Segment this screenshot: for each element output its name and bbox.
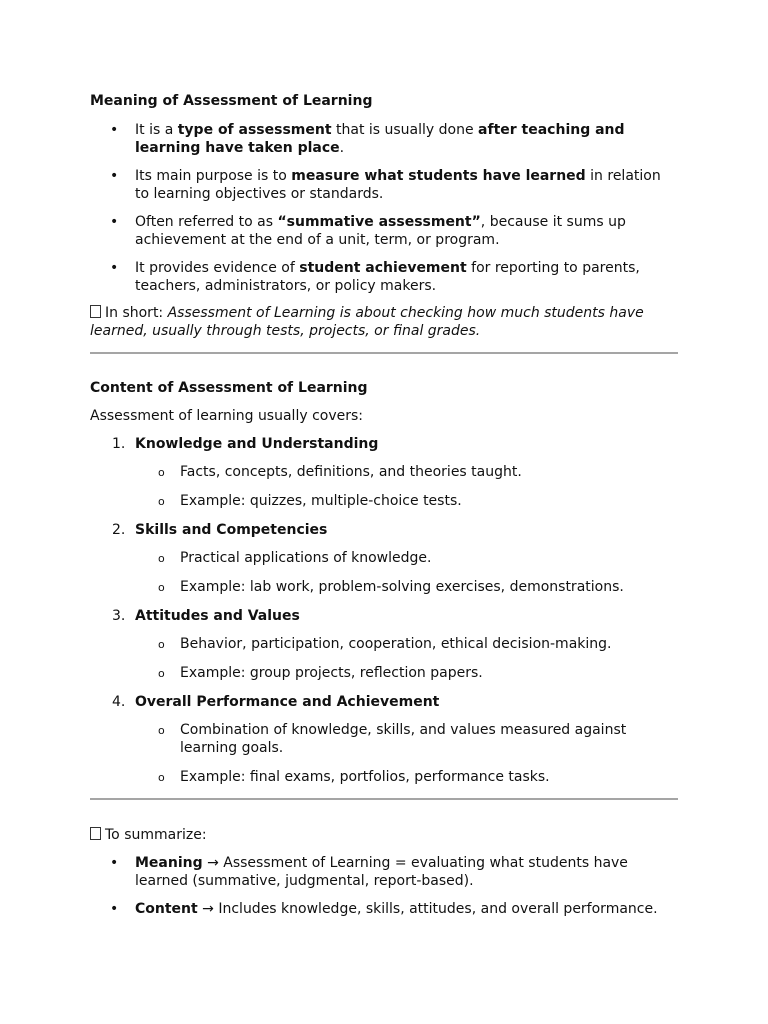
document-body xyxy=(90,91,678,918)
content-sub-item: o Example: group projects, reflection papers. xyxy=(90,664,678,682)
content-item-title: 1. Knowledge and Understanding xyxy=(112,436,379,452)
in-short-summary: In short: Assessment of Learning is about checking how much students have learned, usually through tests, projects, or final grades. xyxy=(90,305,644,339)
content-item xyxy=(90,693,678,786)
content-sub-item: o Behavior, participation, cooperation, ethical decision-making. xyxy=(90,635,678,653)
content-item xyxy=(90,435,678,510)
content-item-title: 2. Skills and Competencies xyxy=(112,522,328,538)
meaning-bullet: • It provides evidence of student achievement for reporting to parents, teachers, administrators, or policy makers. xyxy=(90,259,678,295)
section-heading-content: Content of Assessment of Learning xyxy=(90,380,368,396)
content-sub-list xyxy=(90,721,678,786)
section-divider xyxy=(90,798,678,800)
content-sub-list xyxy=(90,549,678,596)
summary-bullet-list xyxy=(90,854,678,918)
content-sub-item: o Practical applications of knowledge. xyxy=(90,549,678,567)
content-item xyxy=(90,607,678,682)
missing-glyph-icon xyxy=(90,305,101,318)
content-sub-item: o Example: lab work, problem-solving exercises, demonstrations. xyxy=(90,578,678,596)
content-intro: Assessment of learning usually covers: xyxy=(90,408,363,424)
content-numbered-list xyxy=(90,435,678,786)
section-divider xyxy=(90,352,678,354)
content-item-title: 3. Attitudes and Values xyxy=(112,608,300,624)
section-heading-meaning: Meaning of Assessment of Learning xyxy=(90,93,373,109)
meaning-bullet: • Often referred to as “summative assessment”, because it sums up achievement at the end of a unit, term, or program. xyxy=(90,213,678,249)
content-item xyxy=(90,521,678,596)
summary-bullet: • Meaning → Assessment of Learning = evaluating what students have learned (summative, judgmental, report-based). xyxy=(90,854,678,890)
content-sub-item: o Combination of knowledge, skills, and values measured against learning goals. xyxy=(90,721,678,757)
content-sub-item: o Facts, concepts, definitions, and theories taught. xyxy=(90,463,678,481)
content-item-title: 4. Overall Performance and Achievement xyxy=(112,694,440,710)
meaning-bullet: • It is a type of assessment that is usually done after teaching and learning have taken place. xyxy=(90,121,678,157)
content-sub-item: o Example: final exams, portfolios, performance tasks. xyxy=(90,768,678,786)
content-sub-item: o Example: quizzes, multiple-choice tests. xyxy=(90,492,678,510)
summary-bullet: • Content → Includes knowledge, skills, attitudes, and overall performance. xyxy=(90,900,678,918)
content-sub-list xyxy=(90,463,678,510)
summarize-label: To summarize: xyxy=(90,826,678,844)
meaning-bullet-list xyxy=(90,121,678,295)
content-sub-list xyxy=(90,635,678,682)
missing-glyph-icon xyxy=(90,827,101,840)
meaning-bullet: • Its main purpose is to measure what students have learned in relation to learning objectives or standards. xyxy=(90,167,678,203)
